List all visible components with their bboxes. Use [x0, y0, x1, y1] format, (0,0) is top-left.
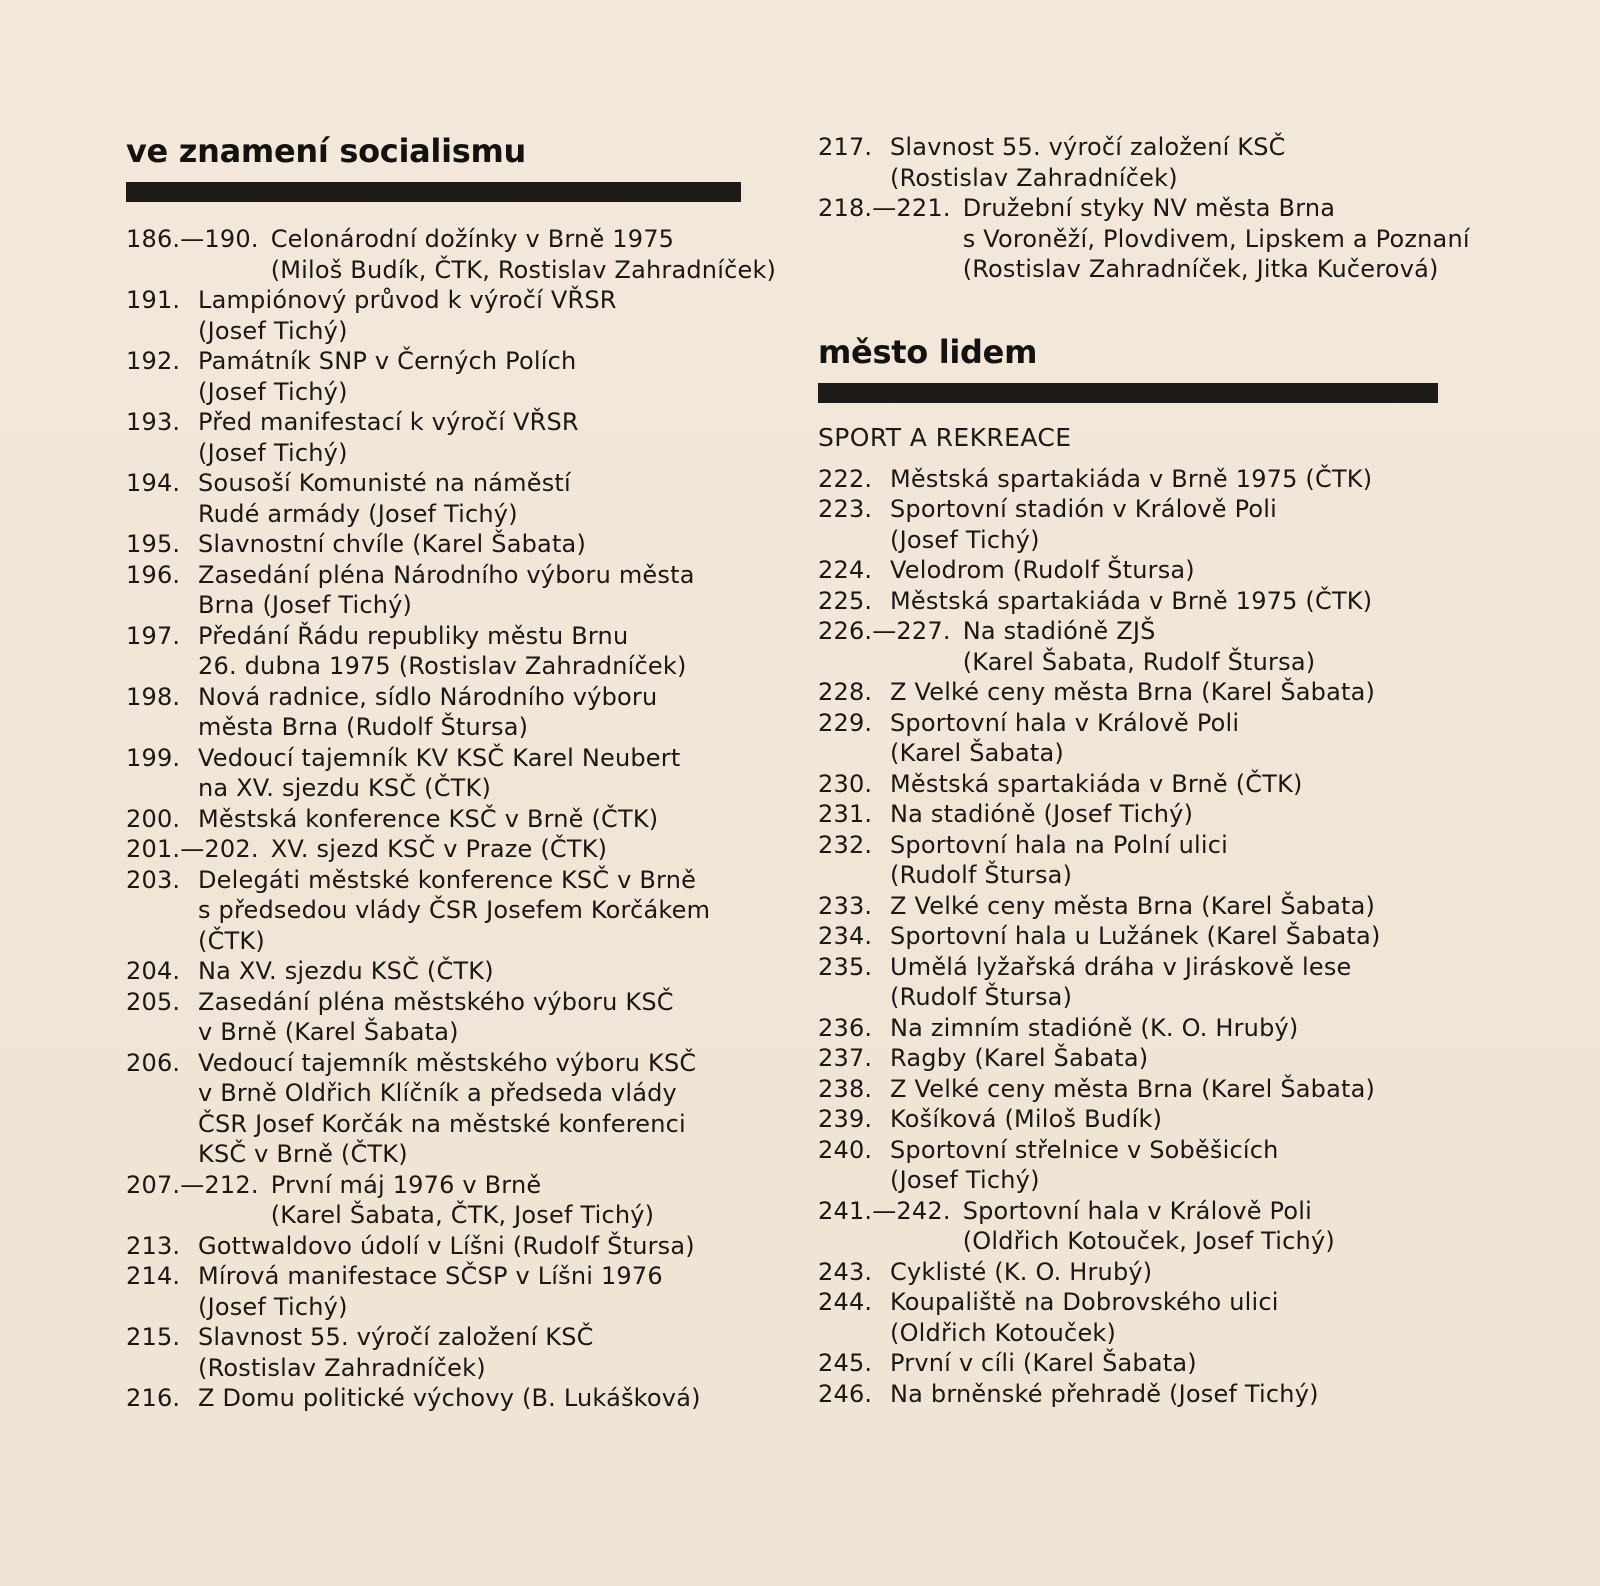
- entry-number: 240.: [818, 1135, 873, 1164]
- continued-entries: [818, 132, 1470, 285]
- entry-text: [890, 1257, 1458, 1288]
- list-item: [818, 555, 1458, 586]
- heading-rule: [818, 383, 1438, 403]
- entry-text: [890, 1104, 1458, 1135]
- list-item: [126, 560, 746, 621]
- entry-text: [890, 799, 1458, 830]
- entry-line: Koupaliště na Dobrovského ulici: [890, 1288, 1279, 1316]
- entry-number: 196.: [126, 560, 181, 589]
- entry-line: První v cíli (Karel Šabata): [890, 1349, 1197, 1377]
- entry-text: [890, 1135, 1458, 1196]
- entry-text: [963, 193, 1470, 285]
- entry-line: Na stadióně (Josef Tichý): [890, 800, 1194, 828]
- entry-text: [198, 865, 746, 957]
- entry-line: (Rostislav Zahradníček): [198, 1353, 486, 1382]
- entry-text: [271, 1170, 746, 1231]
- entry-text: [198, 804, 746, 835]
- list-item: [126, 865, 746, 957]
- entry-line: Ragby (Karel Šabata): [890, 1044, 1149, 1072]
- entry-line: Sportovní hala v Králově Poli: [890, 708, 1240, 737]
- list-item: [818, 952, 1458, 1013]
- entry-text: [890, 586, 1458, 617]
- entry-number: 193.: [126, 408, 181, 436]
- list-item: [818, 1013, 1458, 1044]
- entry-line: Zasedání pléna Národního výboru města: [198, 560, 695, 589]
- entry-number: 201.—202.: [126, 835, 259, 863]
- section-mesto-lidem: [818, 333, 1458, 1410]
- entry-number: 225.: [818, 586, 873, 615]
- entry-number: 197.: [126, 621, 181, 650]
- entry-number: 205.: [126, 987, 181, 1016]
- entry-line: Družební styky NV města Brna: [962, 194, 1336, 222]
- entry-line: Sportovní střelnice v Soběšicích: [890, 1135, 1279, 1164]
- list-item: [818, 132, 1458, 193]
- list-item: [818, 1043, 1458, 1074]
- entry-number: 246.: [818, 1379, 873, 1408]
- entry-text: [198, 682, 746, 743]
- list-item: [126, 1231, 746, 1262]
- list-item: [818, 193, 1470, 285]
- entry-line: Mírová manifestace SČSP v Líšni 1976: [198, 1262, 663, 1290]
- entry-text: [271, 834, 746, 865]
- entry-number: 199.: [126, 743, 181, 772]
- entry-text: [890, 891, 1458, 922]
- entry-line: Městská konference KSČ v Brně (ČTK): [198, 804, 659, 833]
- entry-line: (Rudolf Štursa): [890, 983, 1073, 1011]
- entry-line: Celonárodní dožínky v Brně 1975: [270, 225, 675, 253]
- entry-text: [890, 1287, 1458, 1348]
- entry-line: Slavnost 55. výročí založení KSČ: [890, 133, 1286, 161]
- list-item: [126, 1322, 746, 1383]
- entry-line: Předání Řádu republiky městu Brnu: [198, 621, 629, 650]
- entry-number: 243.: [818, 1257, 873, 1286]
- entry-line: Zasedání pléna městského výboru KSČ: [198, 987, 674, 1016]
- entry-text: [198, 743, 746, 804]
- list-item: [126, 956, 746, 987]
- list-item: [126, 1170, 746, 1231]
- entry-number: 192.: [126, 347, 181, 375]
- entry-line: Delegáti městské konference KSČ v Brně: [198, 865, 697, 894]
- entry-line: Z Velké ceny města Brna (Karel Šabata): [890, 678, 1376, 706]
- entry-line: Sportovní hala v Králově Poli: [962, 1196, 1312, 1225]
- entry-number: 237.: [818, 1044, 873, 1072]
- entry-line: (Oldřich Kotouček, Josef Tichý): [962, 1227, 1335, 1255]
- entry-number: 186.—190.: [126, 225, 259, 253]
- entry-line: Sportovní hala u Lužánek (Karel Šabata): [890, 922, 1381, 950]
- entry-line: (Karel Šabata, ČTK, Josef Tichý): [270, 1201, 655, 1229]
- entry-line: Slavnost 55. výročí založení KSČ: [198, 1323, 594, 1351]
- entry-text: [890, 1043, 1458, 1074]
- entry-number: 233.: [818, 891, 873, 920]
- list-item: [818, 921, 1458, 952]
- list-item: [126, 1383, 746, 1414]
- list-item: [818, 1135, 1458, 1196]
- entry-text: [890, 555, 1458, 586]
- entry-line: v Brně (Karel Šabata): [198, 1018, 459, 1046]
- entry-text: [198, 407, 746, 468]
- entry-number: 245.: [818, 1349, 873, 1377]
- entry-line: Městská spartakiáda v Brně (ČTK): [890, 769, 1303, 798]
- entry-number: 191.: [126, 286, 181, 314]
- entry-line: Městská spartakiáda v Brně 1975 (ČTK): [890, 464, 1373, 493]
- list-item: [126, 1261, 746, 1322]
- entry-text: [890, 1379, 1458, 1410]
- list-item: [818, 494, 1458, 555]
- entry-number: 229.: [818, 708, 873, 737]
- entry-text: [198, 1322, 746, 1383]
- entry-line: Lampiónový průvod k výročí VŘSR: [198, 286, 617, 314]
- entry-line: (Josef Tichý): [198, 1292, 348, 1321]
- entry-text: [890, 677, 1458, 708]
- entry-number: 195.: [126, 530, 181, 558]
- entry-number: 200.: [126, 804, 181, 833]
- entry-text: [198, 1231, 746, 1262]
- list-item: [818, 799, 1458, 830]
- entry-line: Památník SNP v Černých Polích: [198, 347, 577, 375]
- entry-number: 222.: [818, 464, 873, 493]
- entry-number: 239.: [818, 1105, 873, 1133]
- list-item: [818, 891, 1458, 922]
- list-item: [126, 804, 746, 835]
- entry-line: Cyklisté (K. O. Hrubý): [890, 1257, 1153, 1286]
- entry-number: 207.—212.: [126, 1170, 259, 1199]
- entry-line: (Rostislav Zahradníček): [890, 163, 1178, 192]
- entry-line: Umělá lyžařská dráha v Jiráskově lese: [890, 952, 1352, 981]
- entry-number: 234.: [818, 922, 873, 950]
- list-item: [126, 529, 746, 560]
- entry-line: Na stadióně ZJŠ: [962, 617, 1156, 645]
- list-item: [126, 346, 746, 407]
- entry-text: [198, 346, 746, 407]
- list-item: [126, 1048, 746, 1170]
- list-item: [818, 1074, 1458, 1105]
- entry-line: ČSR Josef Korčák na městské konferenci: [198, 1109, 686, 1138]
- entry-line: Sportovní hala na Polní ulici: [890, 830, 1228, 859]
- entry-line: KSČ v Brně (ČTK): [198, 1140, 408, 1168]
- entry-text: [890, 1074, 1458, 1105]
- list-item: [126, 407, 746, 468]
- entry-line: Vedoucí tajemník KV KSČ Karel Neubert: [198, 743, 681, 772]
- list-item: [126, 224, 777, 285]
- entry-number: 194.: [126, 469, 181, 497]
- left-column: [126, 132, 777, 1414]
- list-item: [126, 834, 746, 865]
- entry-line: (Josef Tichý): [890, 1166, 1040, 1194]
- list-item: [818, 464, 1458, 495]
- entry-text: [198, 285, 746, 346]
- entry-line: (Oldřich Kotouček): [890, 1318, 1117, 1347]
- entry-number: 244.: [818, 1288, 873, 1316]
- entry-number: 236.: [818, 1013, 873, 1042]
- entry-line: (Karel Šabata): [890, 739, 1064, 767]
- list-item: [818, 830, 1458, 891]
- entry-line: První máj 1976 v Brně: [270, 1170, 542, 1199]
- section-heading: ve znamení socialismu: [126, 132, 527, 170]
- entry-text: [890, 464, 1458, 495]
- entry-line: na XV. sjezdu KSČ (ČTK): [198, 774, 492, 802]
- entry-text: [198, 1261, 746, 1322]
- entry-line: (ČTK): [198, 926, 265, 955]
- entry-line: Z Domu politické výchovy (B. Lukášková): [198, 1384, 701, 1412]
- entry-number: 238.: [818, 1074, 873, 1103]
- list-item: [818, 708, 1458, 769]
- entry-number: 217.: [818, 133, 873, 161]
- entry-text: [198, 956, 746, 987]
- entry-number: 204.: [126, 957, 181, 985]
- entry-line: (Josef Tichý): [890, 525, 1040, 554]
- right-column: [818, 132, 1470, 1409]
- list-item: [818, 677, 1458, 708]
- entry-line: XV. sjezd KSČ v Praze (ČTK): [270, 835, 608, 863]
- list-item: [818, 1348, 1458, 1379]
- entry-text: [271, 224, 776, 285]
- entry-number: 216.: [126, 1384, 181, 1412]
- list-item: [818, 1196, 1458, 1257]
- entry-number: 230.: [818, 769, 873, 798]
- list-item: [818, 1104, 1458, 1135]
- entry-line: Na brněnské přehradě (Josef Tichý): [890, 1379, 1319, 1408]
- entry-text: [198, 987, 746, 1048]
- entry-line: (Karel Šabata, Rudolf Štursa): [962, 647, 1316, 676]
- entry-line: Sousoší Komunisté na náměstí: [198, 469, 571, 497]
- entry-text: [890, 1348, 1458, 1379]
- entry-line: 26. dubna 1975 (Rostislav Zahradníček): [198, 652, 687, 680]
- entry-number: 228.: [818, 678, 873, 706]
- entry-number: 213.: [126, 1231, 181, 1260]
- entry-number: 198.: [126, 682, 181, 711]
- entry-line: Košíková (Miloš Budík): [890, 1105, 1163, 1133]
- entry-line: Slavnostní chvíle (Karel Šabata): [198, 530, 587, 558]
- entry-number: 235.: [818, 952, 873, 981]
- entry-number: 206.: [126, 1048, 181, 1077]
- entry-text: [198, 468, 746, 529]
- entry-number: 214.: [126, 1262, 181, 1290]
- entry-number: 224.: [818, 556, 873, 584]
- entry-text: [890, 708, 1458, 769]
- entry-line: (Rudolf Štursa): [890, 861, 1073, 889]
- entry-line: Nová radnice, sídlo Národního výboru: [198, 682, 658, 711]
- entry-line: Vedoucí tajemník městského výboru KSČ: [198, 1048, 697, 1077]
- list-item: [818, 1379, 1458, 1410]
- entry-text: [198, 560, 746, 621]
- entry-number: 218.—221.: [818, 194, 951, 222]
- entry-text: [198, 621, 746, 682]
- list-item: [126, 743, 746, 804]
- list-item: [818, 1257, 1458, 1288]
- entry-line: s předsedou vlády ČSR Josefem Korčákem: [198, 896, 711, 924]
- entry-number: 203.: [126, 865, 181, 894]
- entry-line: Velodrom (Rudolf Štursa): [890, 556, 1195, 584]
- list-item: [126, 285, 746, 346]
- entry-text: [890, 132, 1458, 193]
- list-item: [126, 682, 746, 743]
- entry-list: [126, 224, 777, 1414]
- list-item: [126, 987, 746, 1048]
- subheading: SPORT A REKREACE: [818, 422, 1072, 452]
- section-socialism: [126, 132, 777, 1414]
- entry-line: Rudé armády (Josef Tichý): [198, 499, 518, 528]
- entry-line: Brna (Josef Tichý): [198, 591, 413, 619]
- entry-text: [890, 769, 1458, 800]
- list-item: [126, 621, 746, 682]
- entry-line: Z Velké ceny města Brna (Karel Šabata): [890, 891, 1376, 920]
- entry-text: [890, 494, 1458, 555]
- entry-line: Na zimním stadióně (K. O. Hrubý): [890, 1013, 1299, 1042]
- entry-line: (Rostislav Zahradníček, Jitka Kučerová): [962, 255, 1439, 283]
- entry-text: [890, 830, 1458, 891]
- entry-line: (Josef Tichý): [198, 438, 348, 467]
- entry-number: 231.: [818, 800, 873, 828]
- list-item: [818, 1287, 1458, 1348]
- entry-line: Sportovní stadión v Králově Poli: [890, 495, 1278, 523]
- entry-number: 226.—227.: [818, 617, 951, 645]
- entry-text: [963, 616, 1458, 677]
- entry-number: 215.: [126, 1323, 181, 1351]
- entry-text: [198, 529, 746, 560]
- entry-text: [198, 1048, 746, 1170]
- section-heading: město lidem: [818, 332, 1038, 371]
- entry-list: [818, 132, 1470, 285]
- entry-line: s Voroněží, Plovdivem, Lipskem a Poznaní: [962, 224, 1470, 253]
- heading-rule: [126, 182, 741, 202]
- list-item: [818, 616, 1458, 677]
- entry-text: [963, 1196, 1458, 1257]
- entry-list: [818, 464, 1458, 1410]
- list-item: [818, 586, 1458, 617]
- entry-text: [198, 1383, 746, 1414]
- entry-line: v Brně Oldřich Klíčník a předseda vlády: [198, 1079, 677, 1107]
- entry-line: (Miloš Budík, ČTK, Rostislav Zahradníček): [270, 255, 777, 284]
- entry-line: Gottwaldovo údolí v Líšni (Rudolf Štursa): [198, 1231, 695, 1260]
- entry-line: Na XV. sjezdu KSČ (ČTK): [198, 957, 494, 985]
- entry-text: [890, 921, 1458, 952]
- entry-line: Městská spartakiáda v Brně 1975 (ČTK): [890, 586, 1373, 615]
- entry-text: [890, 1013, 1458, 1044]
- entry-number: 241.—242.: [818, 1196, 951, 1225]
- entry-text: [890, 952, 1458, 1013]
- list-item: [126, 468, 746, 529]
- entry-line: města Brna (Rudolf Štursa): [198, 713, 529, 741]
- entry-line: (Josef Tichý): [198, 377, 348, 406]
- entry-number: 223.: [818, 495, 873, 523]
- entry-line: Z Velké ceny města Brna (Karel Šabata): [890, 1074, 1376, 1103]
- list-item: [818, 769, 1458, 800]
- entry-line: Před manifestací k výročí VŘSR: [198, 408, 579, 436]
- entry-line: (Josef Tichý): [198, 316, 348, 345]
- entry-number: 232.: [818, 830, 873, 859]
